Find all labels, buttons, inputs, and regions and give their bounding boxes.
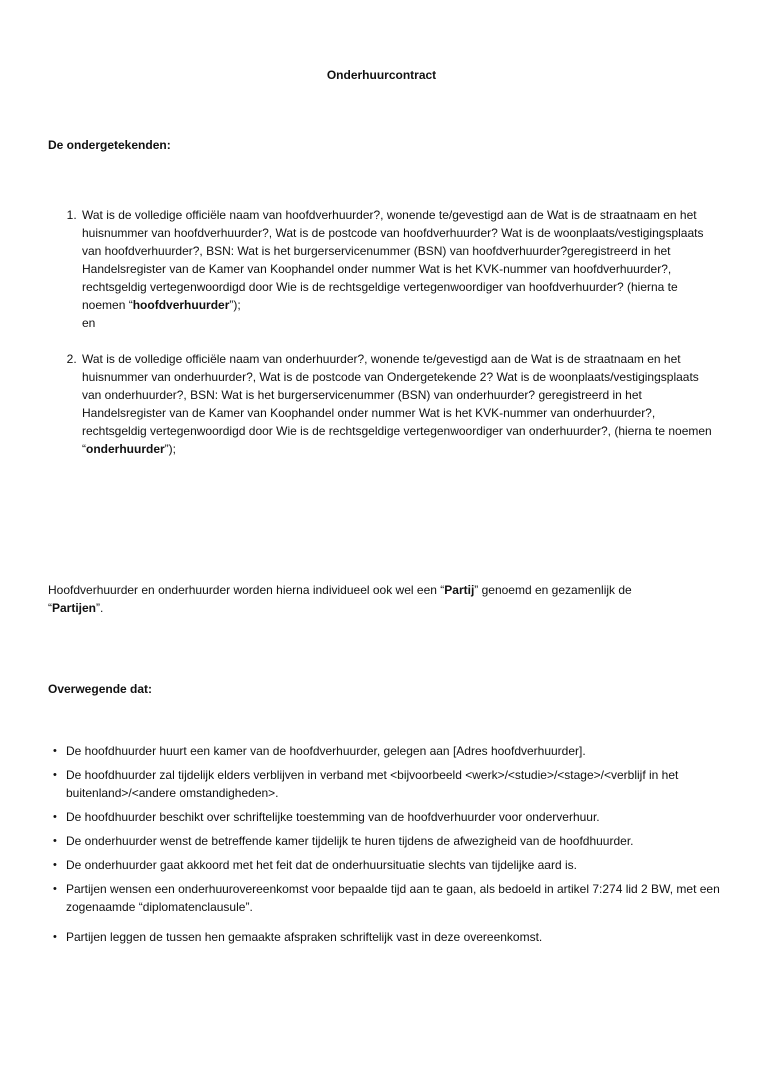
definitions-part-2: ” genoemd en gezamenlijk de “	[48, 583, 632, 615]
party-2-term: onderhuurder	[86, 442, 165, 456]
consideration-item: • De hoofdhuurder zal tijdelijk elders verblijven in verband met <bijvoorbeeld <werk>/<studie>/<stage>/<verblijf in het buitenland>/<andere omstandigheden>.	[66, 766, 728, 802]
definitions-paragraph	[48, 581, 688, 617]
party-2-text: Wat is de volledige officiële naam van onderhuurder?, wonende te/gevestigd aan de Wat is de straatnaam en het huisnummer van onderhuurder?, Wat is de postcode van Ondergetekende 2? Wat is de woonplaats/vestigingsplaats van onderhuurder?, BSN: Wat is het burgerservicenummer (BSN) van onderhuurder? geregistreerd in het Handelsregister van de Kamer van Koophandel onder nummer Wat is het KVK-nummer van onderhuurder?, rechtsgeldig vertegenwoordigd door Wie is de rechtsgeldige vertegenwoordiger van onderhuurder?, (hierna te noemen	[82, 352, 712, 438]
party-1-open-quote: “	[128, 298, 133, 312]
definitions-term-partijen: Partijen	[52, 601, 97, 615]
consideration-item: • De hoofdhuurder beschikt over schriftelijke toestemming van de hoofdverhuurder voor onderverhuur.	[66, 808, 728, 826]
heading-parties: De ondergetekenden:	[48, 138, 171, 152]
considerations-list	[48, 742, 728, 952]
party-2-open-quote: “	[82, 442, 86, 456]
party-1-text: Wat is de volledige officiële naam van hoofdverhuurder?, wonende te/gevestigd aan de Wat is de straatnaam en het huisnummer van hoofdverhuurder?, Wat is de postcode van hoofdverhuurder? Wat is de woonplaats/vestigingsplaats van hoofdverhuurder?, BSN: Wat is het burgerservicenummer (BSN) van hoofdverhuurder?geregistreerd in het Handelsregister van de Kamer van Koophandel onder nummer Wat is het KVK-nummer van hoofdverhuurder?, rechtsgeldig vertegenwoordigd door Wie is de rechtsgeldige vertegenwoordiger van hoofdverhuurder? (hierna te noemen	[82, 208, 704, 312]
document-title: Onderhuurcontract	[326, 68, 437, 82]
party-2-close: ”);	[164, 442, 176, 456]
consideration-item: • De onderhuurder wenst de betreffende kamer tijdelijk te huren tijdens de afwezigheid van de hoofdhuurder.	[66, 832, 728, 850]
consideration-item: • De hoofdhuurder huurt een kamer van de hoofdverhuurder, gelegen aan [Adres hoofdverhuurder].	[66, 742, 728, 760]
party-conjunction: en	[82, 316, 96, 330]
parties-list	[48, 206, 720, 458]
heading-considering: Overwegende dat:	[48, 682, 153, 696]
consideration-item: • Partijen leggen de tussen hen gemaakte afspraken schriftelijk vast in deze overeenkomst.	[66, 928, 728, 946]
consideration-item: • De onderhuurder gaat akkoord met het feit dat de onderhuursituatie slechts van tijdelijke aard is.	[66, 856, 728, 874]
consideration-item: • Partijen wensen een onderhuurovereenkomst voor bepaalde tijd aan te gaan, als bedoeld in artikel 7:274 lid 2 BW, met een zogenaamde “diplomatenclausule”.	[66, 880, 728, 916]
party-item-2	[80, 350, 720, 458]
definitions-part-1: Hoofdverhuurder en onderhuurder worden hierna individueel ook wel een “	[48, 583, 445, 597]
party-1-term: hoofdverhuurder	[132, 298, 230, 312]
party-item-1	[80, 206, 720, 332]
party-1-close: ”);	[229, 298, 241, 312]
definitions-part-3: ”.	[96, 601, 104, 615]
definitions-term-partij: Partij	[444, 583, 475, 597]
